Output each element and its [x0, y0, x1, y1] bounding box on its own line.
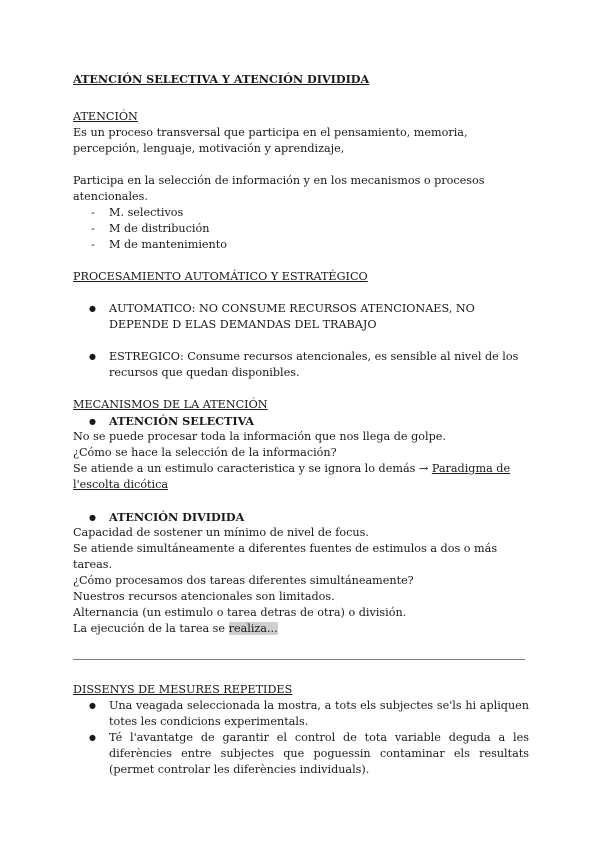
paragraph — [73, 461, 529, 493]
list-item: - M de distribución — [73, 221, 529, 237]
subheading-atencion-selectiva: ● ATENCIÓN SELECTIVA — [73, 413, 529, 429]
bullet-list — [73, 349, 529, 381]
bullet-list — [73, 698, 529, 778]
paragraph: ¿Cómo procesamos dos tareas diferentes simultáneamente? — [73, 574, 414, 587]
list-item: - M de mantenimiento — [73, 237, 529, 253]
list-item: ● ESTREGICO: Consume recursos atencionales, es sensible al nivel de los recursos que quedan disponibles. — [73, 349, 529, 381]
section-heading-dissenys: DISSENYS DE MESURES REPETIDES — [73, 683, 293, 696]
text-run: Se atiende a un estimulo caracteristica y se ignora lo demás → — [73, 462, 432, 475]
paragraph: Nuestros recursos atencionales son limitados. — [73, 590, 335, 603]
section-heading-mecanismos: MECANISMOS DE LA ATENCIÓN — [73, 398, 268, 411]
document-page — [73, 71, 529, 778]
section-heading-procesamiento: PROCESAMIENTO AUTOMÁTICO Y ESTRATÉGICO — [73, 270, 368, 283]
bullet-list — [73, 509, 529, 525]
paradigm-link[interactable]: Paradigma de l'escolta dicótica — [73, 462, 511, 491]
paragraph: Se atiende simultáneamente a diferentes fuentes de estimulos a dos o más tareas. — [73, 542, 498, 571]
highlighted-text: realiza... — [228, 622, 278, 635]
list-item: - M. selectivos — [73, 205, 529, 221]
list-item: ● Una veagada seleccionada la mostra, a tots els subjectes se'ls hi apliquen totes les condicions experimentals. — [73, 698, 529, 730]
subheading-atencion-dividida: ● ATENCIÓN DIVIDIDA — [73, 509, 529, 525]
paragraph: Alternancia (un estimulo o tarea detras de otra) o división. — [73, 606, 407, 619]
list-item: ● AUTOMATICO: NO CONSUME RECURSOS ATENCIONAES, NO DEPENDE D ELAS DEMANDAS DEL TRABAJO — [73, 301, 529, 333]
paragraph — [73, 621, 529, 637]
bullet-list — [73, 413, 529, 429]
paragraph: Participa en la selección de información y en los mecanismos o procesos atencionales. — [73, 174, 485, 203]
bullet-list — [73, 301, 529, 333]
document-title: ATENCIÓN SELECTIVA Y ATENCIÓN DIVIDIDA — [73, 72, 370, 86]
paragraph: Es un proceso transversal que participa en el pensamiento, memoria, percepción, lenguaje, motivación y aprendizaje, — [73, 126, 468, 155]
paragraph: ¿Cómo se hace la selección de la información? — [73, 446, 337, 459]
dash-list — [73, 205, 529, 253]
paragraph: No se puede procesar toda la información que nos llega de golpe. — [73, 430, 446, 443]
horizontal-rule — [73, 659, 525, 660]
paragraph: Capacidad de sostener un mínimo de nivel de focus. — [73, 526, 369, 539]
text-run: La ejecución de la tarea se — [73, 622, 229, 635]
list-item: ● Té l'avantatge de garantir el control de tota variable deguda a les diferències entre subjectes que poguessin contaminar els resultats (permet controlar les diferències individuals). — [73, 730, 529, 778]
section-heading-atencion: ATENCIÓN — [73, 110, 138, 123]
